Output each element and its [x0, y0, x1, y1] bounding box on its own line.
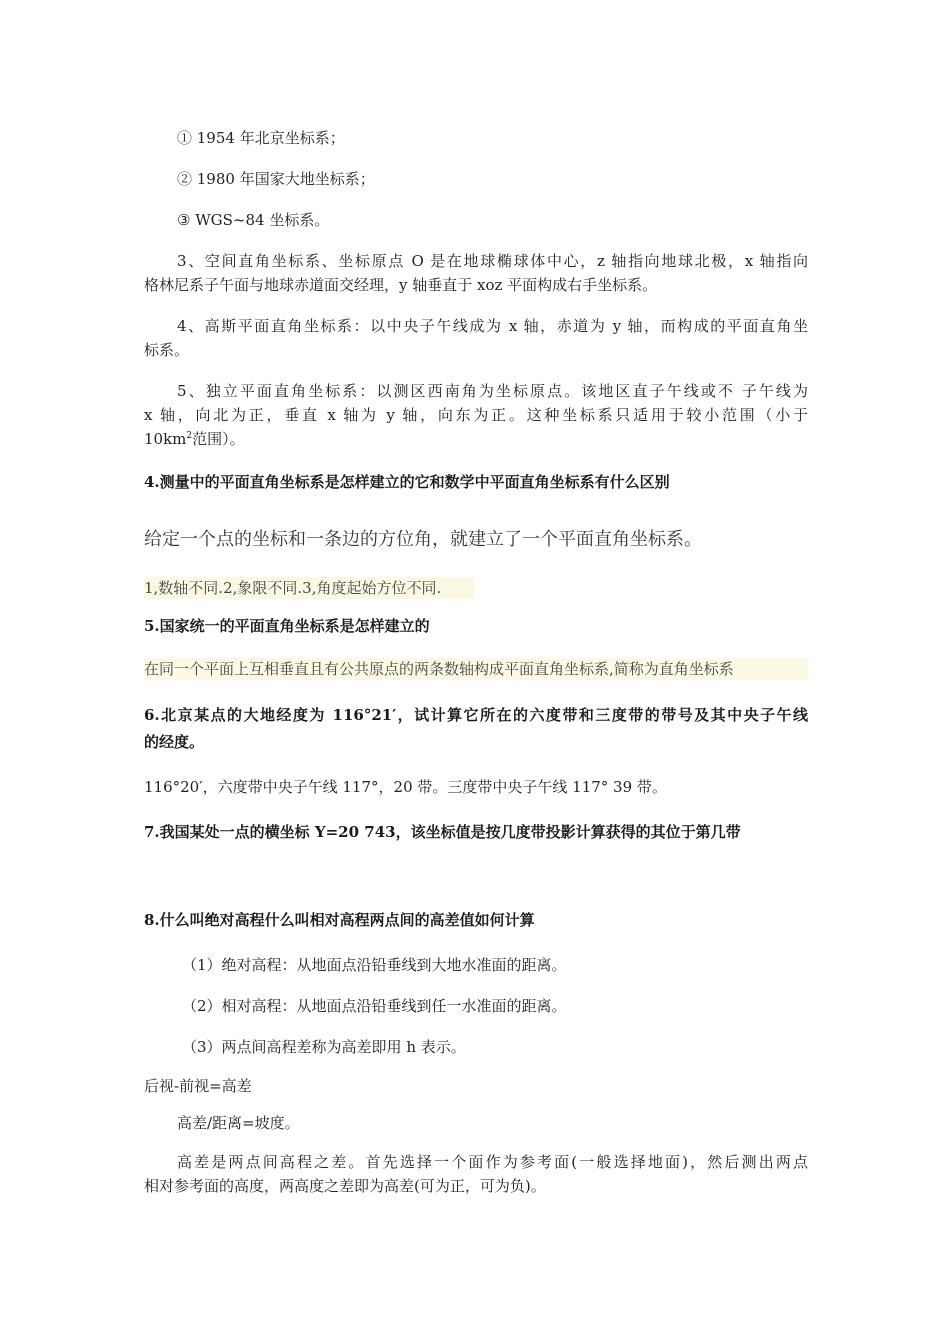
paragraph-independent-line1: 5、独立平面直角坐标系：以测区西南角为坐标原点。该地区直子午线或不 子午线为 [177, 382, 808, 400]
question-6-heading-line2: 的经度。 [144, 733, 205, 751]
answer-8-relative: （2）相对高程：从地面点沿铅垂线到任一水准面的距离。 [182, 997, 567, 1015]
answer-8-difference: （3）两点间高程差称为高差即用 h 表示。 [182, 1038, 466, 1056]
paragraph-spatial-rect-line2: 格林尼系子午面与地球赤道面交经理，y 轴垂直于 xoz 平面构成右手坐标系。 [144, 276, 658, 294]
question-4-heading: 4.测量中的平面直角坐标系是怎样建立的它和数学中平面直角坐标系有什么区别 [144, 473, 670, 491]
formula-height-difference: 后视-前视=高差 [144, 1077, 252, 1095]
answer-4-text: 给定一个点的坐标和一条边的方位角，就建立了一个平面直角坐标系。 [144, 529, 702, 550]
question-7-heading: 7.我国某处一点的横坐标 Y=20 743，该坐标值是按几度带投影计算获得的其位于第几带 [144, 823, 741, 841]
answer-5-text: 在同一个平面上互相垂直且有公共原点的两条数轴构成平面直角坐标系,简称为直角坐标系 [144, 658, 808, 680]
question-6-heading-line1: 6.北京某点的大地经度为 116°21′，试计算它所在的六度带和三度带的带号及其中央子午线 [144, 706, 808, 724]
list-item-wgs84: ③ WGS~84 坐标系。 [177, 211, 330, 229]
paragraph-gauss-line2: 标系。 [144, 341, 190, 359]
question-5-heading: 5.国家统一的平面直角坐标系是怎样建立的 [144, 617, 430, 635]
paragraph-spatial-rect-line1: 3、空间直角坐标系、坐标原点 O 是在地球椭球体中心，z 轴指向地球北极，x 轴指向 [177, 252, 808, 270]
answer-4-differences: 1,数轴不同.2,象限不同.3,角度起始方位不同. [144, 577, 474, 599]
question-8-heading: 8.什么叫绝对高程什么叫相对高程两点间的高差值如何计算 [144, 911, 535, 929]
paragraph-independent-line2: x 轴，向北为正，垂直 x 轴为 y 轴，向东为正。这种坐标系只适用于较小范围（小于 [144, 406, 808, 424]
list-item-national-1980: ② 1980 年国家大地坐标系； [177, 170, 375, 188]
formula-slope: 高差/距离=坡度。 [177, 1114, 300, 1132]
paragraph-gauss-line1: 4、高斯平面直角坐标系：以中央子午线成为 x 轴，赤道为 y 轴，而构成的平面直角坐 [177, 317, 808, 335]
paragraph-height-diff-line1: 高差是两点间高程之差。首先选择一个面作为参考面(一般选择地面)，然后测出两点 [177, 1153, 808, 1171]
answer-6-text: 116°20′，六度带中央子午线 117°，20 带。三度带中央子午线 117° 39 带。 [144, 778, 667, 796]
answer-8-absolute: （1）绝对高程：从地面点沿铅垂线到大地水准面的距离。 [182, 956, 567, 974]
paragraph-independent-line3 [144, 428, 808, 450]
area-suffix: 范围）。 [192, 430, 245, 448]
paragraph-height-diff-line2: 相对参考面的高度，两高度之差即为高差(可为正，可为负)。 [144, 1177, 546, 1195]
area-value: 10km [144, 430, 187, 448]
superscript-2: 2 [186, 431, 193, 441]
list-item-beijing-1954: ① 1954 年北京坐标系； [177, 129, 345, 147]
